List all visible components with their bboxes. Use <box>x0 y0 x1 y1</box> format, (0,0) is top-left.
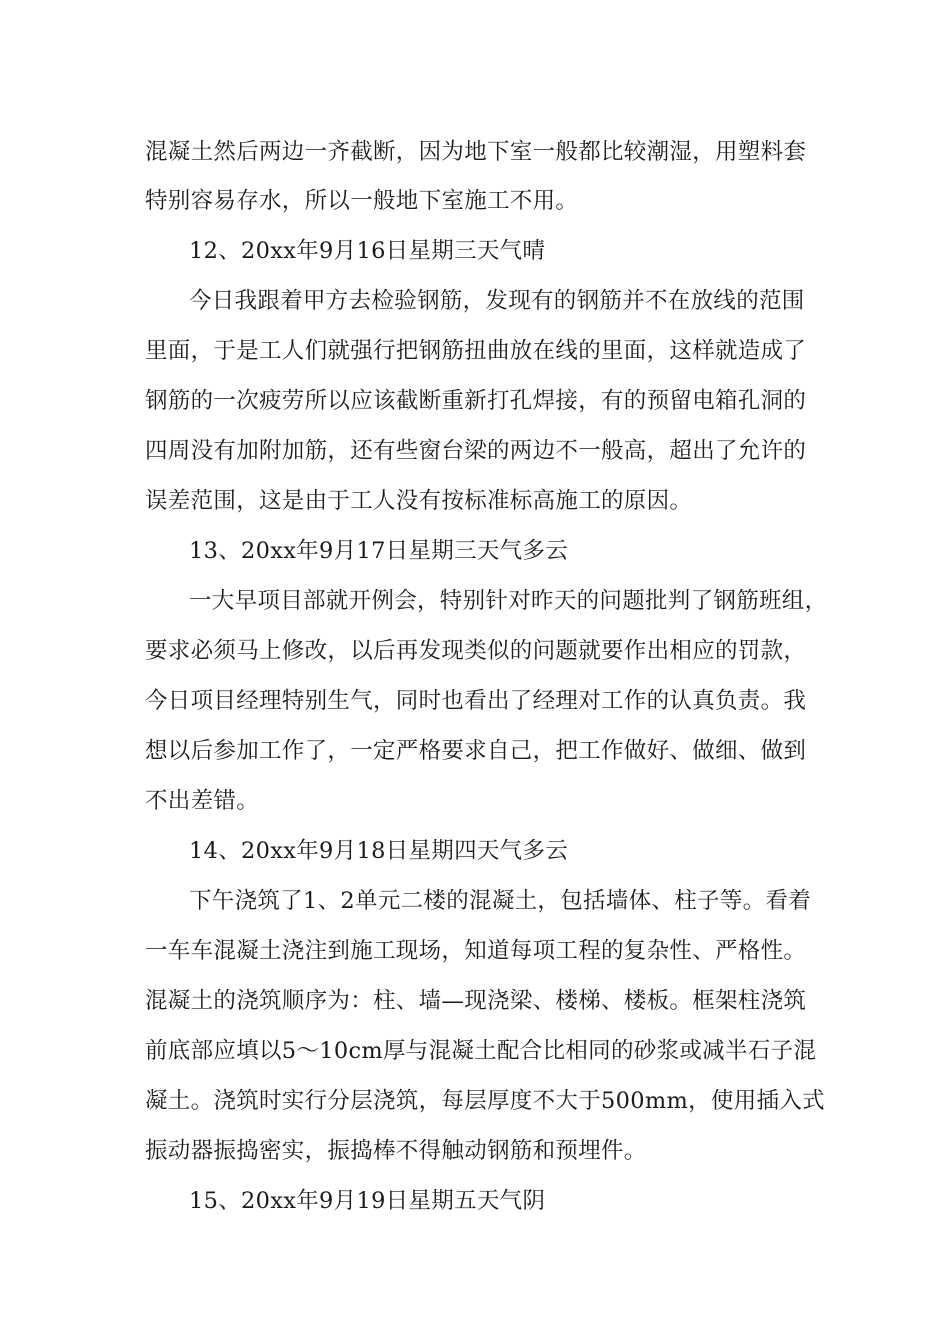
body-text-line: 不出差错。 <box>145 788 260 814</box>
diary-entry-heading: 14、20xx年9月18日星期四天气多云 <box>189 838 569 864</box>
body-text-line: 混凝土然后两边一齐截断，因为地下室一般都比较潮湿，用塑料套 <box>145 139 807 165</box>
diary-entry-heading: 13、20xx年9月17日星期三天气多云 <box>189 538 569 564</box>
body-text-line: 四周没有加附加筋，还有些窗台梁的两边不一般高，超出了允许的 <box>145 438 807 464</box>
body-text-line: 误差范围，这是由于工人没有按标准标高施工的原因。 <box>145 488 693 514</box>
body-text-line: 钢筋的一次疲劳所以应该截断重新打孔焊接，有的预留电箱孔洞的 <box>145 388 807 414</box>
body-text-line: 混凝土的浇筑顺序为：柱、墙—现浇梁、楼梯、楼板。框架柱浇筑 <box>145 988 807 1014</box>
diary-entry-heading: 15、20xx年9月19日星期五天气阴 <box>189 1188 546 1214</box>
body-text-line: 里面，于是工人们就强行把钢筋扭曲放在线的里面，这样就造成了 <box>145 338 807 364</box>
diary-entry-heading: 12、20xx年9月16日星期三天气晴 <box>189 238 546 264</box>
body-text-line: 凝土。浇筑时实行分层浇筑，每层厚度不大于500mm，使用插入式 <box>145 1088 825 1114</box>
body-text-line: 想以后参加工作了，一定严格要求自己，把工作做好、做细、做到 <box>145 738 807 764</box>
body-text-line: 特别容易存水，所以一般地下室施工不用。 <box>145 188 579 214</box>
body-text-line: 振动器振捣密实，振捣棒不得触动钢筋和预埋件。 <box>145 1138 647 1164</box>
body-text-line: 一车车混凝土浇注到施工现场，知道每项工程的复杂性、严格性。 <box>145 938 807 964</box>
body-text-line: 今日项目经理特别生气，同时也看出了经理对工作的认真负责。我 <box>145 688 807 714</box>
body-text-line: 下午浇筑了1、2单元二楼的混凝土，包括墙体、柱子等。看着 <box>189 888 812 914</box>
body-text-line: 今日我跟着甲方去检验钢筋，发现有的钢筋并不在放线的范围 <box>189 288 805 314</box>
body-text-line: 前底部应填以5～10cm厚与混凝土配合比相同的砂浆或减半石子混 <box>145 1038 817 1064</box>
body-text-line: 要求必须马上修改，以后再发现类似的问题就要作出相应的罚款， <box>145 638 807 664</box>
body-text-line: 一大早项目部就开例会，特别针对昨天的问题批判了钢筋班组， <box>189 588 828 614</box>
